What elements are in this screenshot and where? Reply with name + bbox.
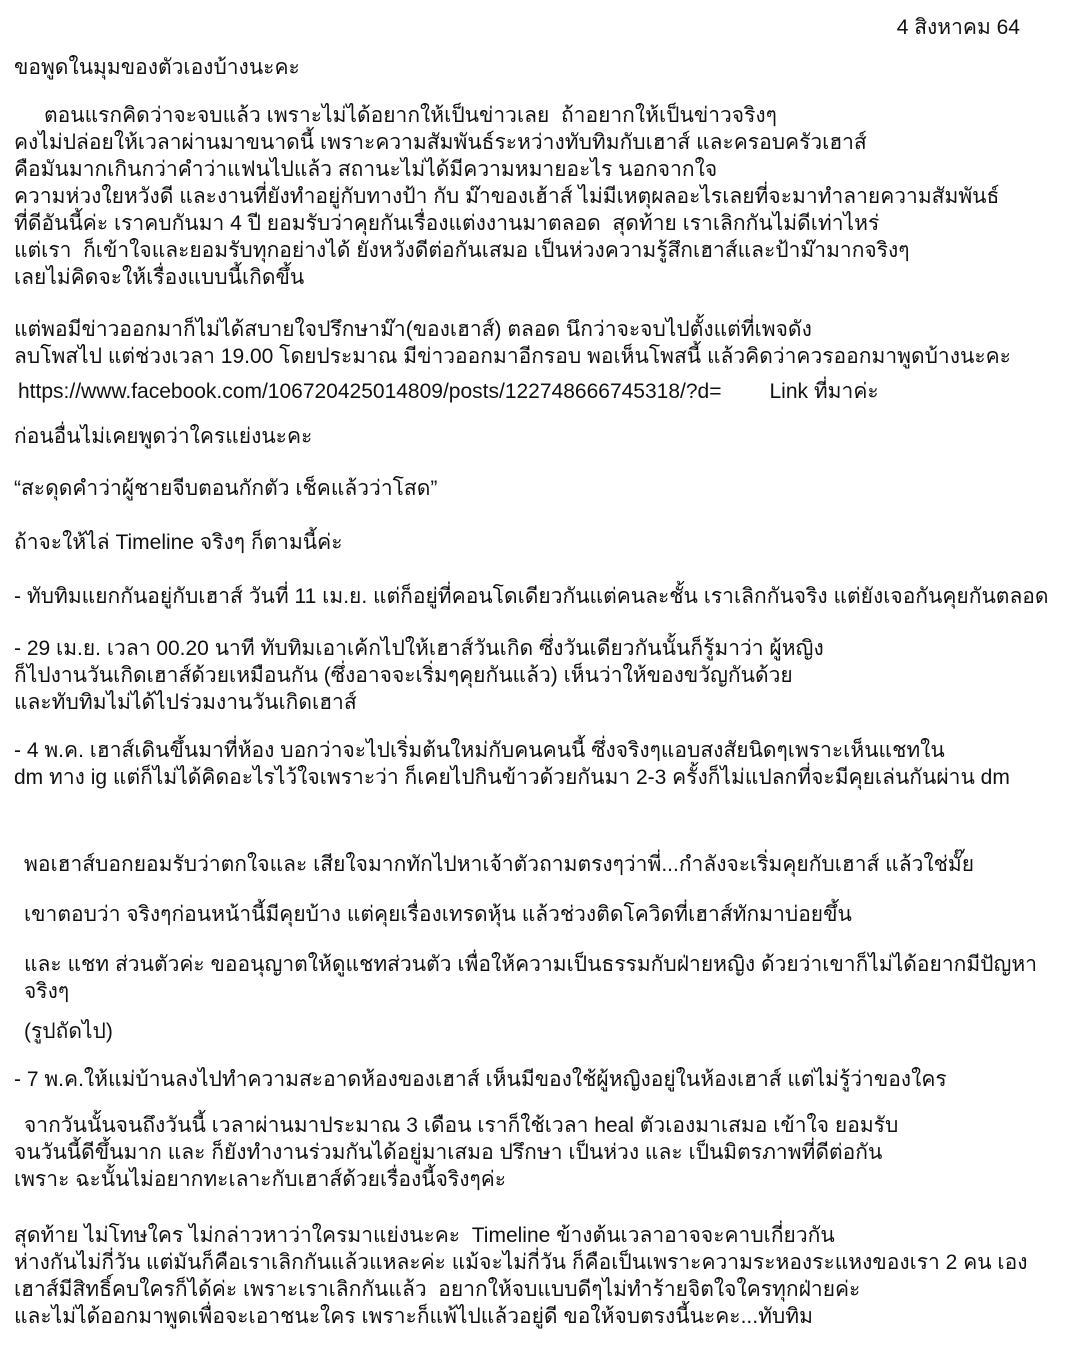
timeline-line: dm ทาง ig แต่ก็ไม่ได้คิดอะไรไว้ใจเพราะว่า ก็เคยไปกินข้าวด้วยกันมา 2-3 ครั้งก็ไม่แปลกที่จะมีคุยเล่นกันผ่าน dm [14, 766, 1010, 789]
paragraph-line: คือมันมากเกินกว่าคำว่าแฟนไปแล้ว สถานะไม่ได้มีความหมายอะไร นอกจากใจ [14, 158, 718, 181]
opening-paragraph [14, 54, 1072, 81]
no-blame-line: ก่อนอื่นไม่เคยพูดว่าใครแย่งนะคะ [14, 425, 313, 448]
timeline-line: และทับทิมไม่ได้ไปร่วมงานวันเกิดเฮาส์ [14, 691, 357, 714]
timeline-line: ก็ไปงานวันเกิดเฮาส์ด้วยเหมือนกัน (ซึ่งอาจจะเริ่มๆคุยกันแล้ว) เห็นว่าให้ของขวัญกันด้วย [14, 664, 793, 687]
paragraph-relationship [14, 102, 1072, 291]
timeline-item-2 [14, 635, 1072, 716]
reaction-line: เขาตอบว่า จริงๆก่อนหน้านี้มีคุยบ้าง แต่คุยเรื่องเทรดหุ้น แล้วช่วงติดโควิดที่เฮาส์ทักมาบ่อยขึ้น [24, 903, 852, 926]
quote-paragraph [14, 475, 1072, 502]
healing-line: เพราะ ฉะนั้นไม่อยากทะเลาะกับเฮาส์ด้วยเรื่องนี้จริงๆค่ะ [14, 1168, 507, 1191]
closing-line: และไม่ได้ออกมาพูดเพื่อจะเอาชนะใคร เพราะก็แพ้ไปแล้วอยู่ดี ขอให้จบตรงนี้นะคะ...ทับทิม [14, 1305, 813, 1328]
healing-line: จากวันนั้นจนถึงวันนี้ เวลาผ่านมาประมาณ 3 เดือน เราก็ใช้เวลา heal ตัวเองมาเสมอ เข้าใจ ยอมรับ [24, 1114, 899, 1137]
reaction-line: พอเฮาส์บอกยอมรับว่าตกใจและ เสียใจมากทักไปหาเจ้าตัวถามตรงๆว่าพี่...กำลังจะเริ่มคุยกับเฮาส์ แล้วใช่มั๊ย [24, 853, 975, 876]
reaction-line: และ แชท ส่วนตัวค่ะ ขออนุญาตให้ดูแชทส่วนตัว เพื่อให้ความเป็นธรรมกับฝ่ายหญิง ด้วยว่าเขาก็ไม่ได้อยากมีปัญหาจริงๆ [24, 953, 1038, 1003]
no-blame-paragraph [14, 423, 1072, 450]
next-picture-note [14, 1018, 1072, 1045]
timeline-intro-line: ถ้าจะให้ไล่ Timeline จริงๆ ก็ตามนี้ค่ะ [14, 531, 343, 554]
opening-line: ขอพูดในมุมของตัวเองบ้างนะคะ [14, 56, 300, 79]
paragraph-line: ที่ดีอันนี้ค่ะ เราคบกันมา 4 ปี ยอมรับว่าคุยกันเรื่องแต่งงานมาตลอด สุดท้าย เราเลิกกันไม่ดีเท่าไหร่ [14, 212, 880, 235]
paragraph-line: ตอนแรกคิดว่าจะจบแล้ว เพราะไม่ได้อยากให้เป็นข่าวเลย ถ้าอยากให้เป็นข่าวจริงๆ [44, 104, 777, 127]
paragraph-line: เลยไม่คิดจะให้เรื่องแบบนี้เกิดขึ้น [14, 266, 305, 289]
closing-line: เฮาส์มีสิทธิ์คบใครก็ได้ค่ะ เพราะเราเลิกกันแล้ว อยากให้จบแบบดีๆไม่ทำร้ายจิตใจใครทุกฝ่ายค่ะ [14, 1278, 861, 1301]
paragraph-news [14, 316, 1072, 405]
paragraph-line: แต่เรา ก็เข้าใจและยอมรับทุกอย่างได้ ยังหวังดีต่อกันเสมอ เป็นห่วงความรู้สึกเฮาส์และป้าม๊ามากจริงๆ [14, 239, 910, 262]
closing-paragraph [14, 1222, 1072, 1330]
reaction-paragraph-3 [14, 951, 1072, 1005]
facebook-post-url[interactable]: https://www.facebook.com/106720425014809/posts/122748666745318/?d= [18, 380, 722, 403]
reaction-paragraph-1 [14, 851, 1072, 878]
timeline-line: - ทับทิมแยกกันอยู่กับเฮาส์ วันที่ 11 เม.ย. แต่ก็อยู่ที่คอนโดเดียวกันแต่คนละชั้น เราเลิกกันจริง แต่ยังเจอกันคุยกันตลอด [14, 585, 1049, 608]
closing-line: สุดท้าย ไม่โทษใคร ไม่กล่าวหาว่าใครมาแย่งนะคะ Timeline ข้างต้นเวลาอาจจะคาบเกี่ยวกัน [14, 1224, 835, 1247]
paragraph-line: ลบโพสไป แต่ช่วงเวลา 19.00 โดยประมาณ มีข่าวออกมาอีกรอบ พอเห็นโพสนี้ แล้วคิดว่าควรออกมาพูดบ้างนะคะ [14, 345, 1011, 368]
paragraph-line: แต่พอมีข่าวออกมาก็ไม่ได้สบายใจปรึกษาม๊า(ของเฮาส์) ตลอด นึกว่าจะจบไปตั้งแต่ที่เพจดัง [14, 318, 812, 341]
paragraph-line: คงไม่ปล่อยให้เวลาผ่านมาขนาดนี้ เพราะความสัมพันธ์ระหว่างทับทิมกับเฮาส์ และครอบครัวเฮาส์ [14, 131, 867, 154]
source-link-label: Link ที่มาค่ะ [769, 380, 879, 403]
timeline-line: - 29 เม.ย. เวลา 00.20 นาที ทับทิมเอาเค้กไปให้เฮาส์วันเกิด ซึ่งวันเดียวกันนั้นก็รู้มาว่า ผู้หญิง [14, 637, 824, 660]
timeline-item-3 [14, 737, 1072, 791]
paragraph-line: ความห่วงใยหวังดี และงานที่ยังทำอยู่กับทางป้า กับ ม๊าของเฮ้าส์ ไม่มีเหตุผลอะไรเลยที่จะมาทำลายความสัมพันธ์ [14, 185, 1000, 208]
source-link-row [14, 378, 1072, 405]
timeline-item-4 [14, 1066, 1072, 1093]
quote-line: “สะดุดคำว่าผู้ชายจีบตอนกักตัว เช็คแล้วว่าโสด” [14, 477, 438, 500]
timeline-line: - 7 พ.ค.ให้แม่บ้านลงไปทำความสะอาดห้องของเฮาส์ เห็นมีของใช้ผู้หญิงอยู่ในห้องเฮาส์ แต่ไม่รู้ว่าของใคร [14, 1068, 947, 1091]
document-date: 4 สิงหาคม 64 [896, 16, 1020, 39]
healing-paragraph [14, 1112, 1072, 1193]
timeline-intro-paragraph [14, 529, 1072, 556]
healing-line: จนวันนี้ดีขึ้นมาก และ ก็ยังทำงานร่วมกันได้อยู่มาเสมอ ปรึกษา เป็นห่วง และ เป็นมิตรภาพที่ดีต่อกัน [14, 1141, 883, 1164]
timeline-line: - 4 พ.ค. เฮาส์เดินขึ้นมาที่ห้อง บอกว่าจะไปเริ่มต้นใหม่กับคนคนนี้ ซึ่งจริงๆแอบสงสัยนิดๆเพราะเห็นแชทใน [14, 739, 945, 762]
closing-line: ห่างกันไม่กี่วัน แต่มันก็คือเราเลิกกันแล้วแหละค่ะ แม้จะไม่กี่วัน ก็คือเป็นเพราะความระหองระแหงของเรา 2 คน เอง [14, 1251, 1028, 1274]
note-line: (รูปถัดไป) [24, 1020, 113, 1043]
reaction-paragraph-2 [14, 901, 1072, 928]
timeline-item-1 [14, 583, 1072, 610]
